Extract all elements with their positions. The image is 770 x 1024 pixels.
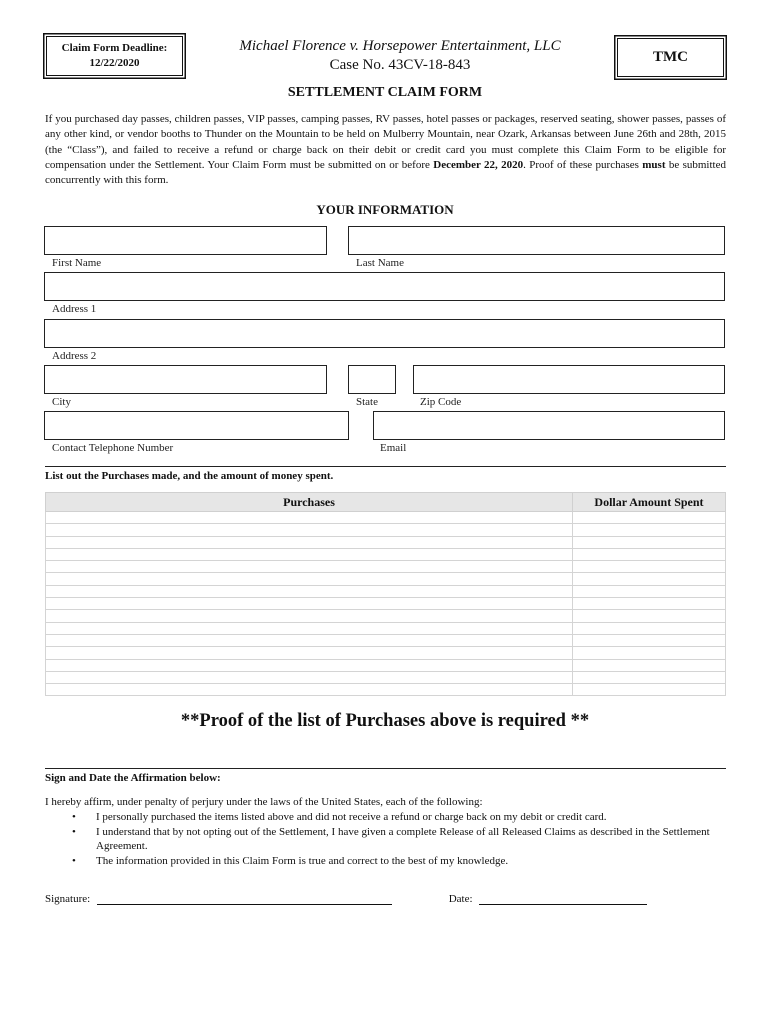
purchase-cell[interactable] [46, 573, 573, 585]
amount-cell[interactable] [573, 659, 726, 671]
affirmation-item [45, 810, 726, 825]
tmc-box: TMC [617, 38, 724, 77]
affirmation-item-text: I understand that by not opting out of the Settlement, I have given a complete Release of all Released Claims as described in the Settlement Agreement. [96, 825, 710, 852]
purchase-row [46, 671, 726, 683]
purchase-cell[interactable] [46, 622, 573, 634]
amount-cell[interactable] [573, 524, 726, 536]
amount-cell[interactable] [573, 561, 726, 573]
purchase-row [46, 647, 726, 659]
amount-cell[interactable] [573, 512, 726, 524]
phone-field[interactable] [44, 411, 349, 440]
proof-required-note: **Proof of the list of Purchases above is required ** [180, 711, 590, 731]
address1-field[interactable] [44, 272, 725, 301]
purchase-row [46, 622, 726, 634]
amount-cell[interactable] [573, 622, 726, 634]
claim-deadline-box [46, 36, 183, 76]
purchase-row [46, 524, 726, 536]
state-field[interactable] [348, 365, 396, 394]
affirmation-heading: Sign and Date the Affirmation below: [45, 768, 726, 784]
address2-field[interactable] [44, 319, 725, 348]
purchase-row [46, 512, 726, 524]
bullet-icon: • [72, 825, 76, 838]
purchase-row [46, 684, 726, 696]
address2-label: Address 2 [52, 350, 97, 362]
case-number: Case No. 43CV-18-843 [329, 57, 471, 73]
signature-label: Signature: [45, 893, 91, 905]
city-label: City [52, 396, 71, 408]
intro-must: must [642, 158, 666, 171]
purchase-cell[interactable] [46, 536, 573, 548]
purchase-row [46, 573, 726, 585]
amount-cell[interactable] [573, 671, 726, 683]
affirmation-item [45, 825, 726, 854]
purchase-row [46, 610, 726, 622]
state-label: State [356, 396, 378, 408]
affirmation-item [45, 854, 726, 869]
last-name-label: Last Name [356, 257, 404, 269]
intro-text-1: If you purchased day passes, children passes, VIP passes, camping passes, RV passes, hotel passes or packages, reserved seating, shower passes, passes of any other kind, or vendor booths to Thunder on the Mountain to be held on Mulberry Mountain, near Ozark, Arkansas between June 26th and 28th, 2015 (the “Class”), and failed to receive a refund or charge back on their debit or credit card you must complete this Claim Form to be eligible for compensation under the Settlement. Your Claim Form must be submitted on or before [45, 113, 726, 171]
purchases-column-header: Purchases [46, 493, 573, 512]
purchase-cell[interactable] [46, 659, 573, 671]
form-title: SETTLEMENT CLAIM FORM [287, 85, 483, 100]
your-information-heading: YOUR INFORMATION [316, 202, 454, 217]
purchase-cell[interactable] [46, 512, 573, 524]
email-field[interactable] [373, 411, 725, 440]
amount-cell[interactable] [573, 598, 726, 610]
amount-cell[interactable] [573, 548, 726, 560]
intro-deadline: December 22, 2020 [433, 158, 524, 171]
phone-label: Contact Telephone Number [52, 442, 174, 454]
signature-line[interactable] [97, 893, 392, 905]
city-field[interactable] [44, 365, 327, 394]
amount-cell[interactable] [573, 610, 726, 622]
purchase-cell[interactable] [46, 585, 573, 597]
last-name-field[interactable] [348, 226, 725, 255]
purchase-row [46, 585, 726, 597]
purchases-table [45, 492, 726, 696]
purchase-row [46, 598, 726, 610]
purchase-cell[interactable] [46, 634, 573, 646]
affirmation-item-text: I personally purchased the items listed above and did not receive a refund or charge back on my debit or credit card. [96, 811, 607, 823]
signature-row [45, 893, 647, 905]
amount-column-header: Dollar Amount Spent [573, 493, 726, 512]
intro-paragraph [45, 112, 726, 188]
zip-code-label: Zip Code [420, 396, 462, 408]
amount-cell[interactable] [573, 634, 726, 646]
affirmation-item-text: The information provided in this Claim Form is true and correct to the best of my knowledge. [96, 854, 509, 867]
affirmation-intro: I hereby affirm, under penalty of perjury under the laws of the United States, each of the following: [45, 796, 483, 808]
purchase-cell[interactable] [46, 610, 573, 622]
amount-cell[interactable] [573, 684, 726, 696]
purchase-cell[interactable] [46, 598, 573, 610]
amount-cell[interactable] [573, 536, 726, 548]
amount-cell[interactable] [573, 647, 726, 659]
purchase-cell[interactable] [46, 671, 573, 683]
purchase-row [46, 548, 726, 560]
purchase-cell[interactable] [46, 684, 573, 696]
case-name: Michael Florence v. Horsepower Entertainment, LLC [239, 38, 561, 54]
purchases-header-row [46, 493, 726, 512]
purchases-body [46, 512, 726, 696]
first-name-label: First Name [52, 257, 102, 269]
purchase-row [46, 561, 726, 573]
purchase-cell[interactable] [46, 647, 573, 659]
zip-code-field[interactable] [413, 365, 725, 394]
first-name-field[interactable] [44, 226, 327, 255]
bullet-icon: • [72, 854, 76, 867]
intro-text-3: be submitted concurrently with this form. [45, 158, 726, 187]
address1-label: Address 1 [52, 303, 97, 315]
deadline-date: 12/22/2020 [89, 57, 140, 69]
date-label: Date: [448, 893, 473, 905]
amount-cell[interactable] [573, 573, 726, 585]
purchase-row [46, 536, 726, 548]
purchase-row [46, 659, 726, 671]
purchase-row [46, 634, 726, 646]
intro-text-2: . Proof of these purchases [523, 158, 643, 171]
bullet-icon: • [72, 811, 76, 823]
date-line[interactable] [479, 893, 647, 905]
purchase-cell[interactable] [46, 548, 573, 560]
affirmation-list [45, 810, 726, 868]
purchase-cell[interactable] [46, 524, 573, 536]
deadline-label: Claim Form Deadline: [61, 42, 168, 54]
email-label: Email [380, 442, 407, 454]
purchase-cell[interactable] [46, 561, 573, 573]
amount-cell[interactable] [573, 585, 726, 597]
purchases-heading: List out the Purchases made, and the amount of money spent. [45, 466, 726, 482]
